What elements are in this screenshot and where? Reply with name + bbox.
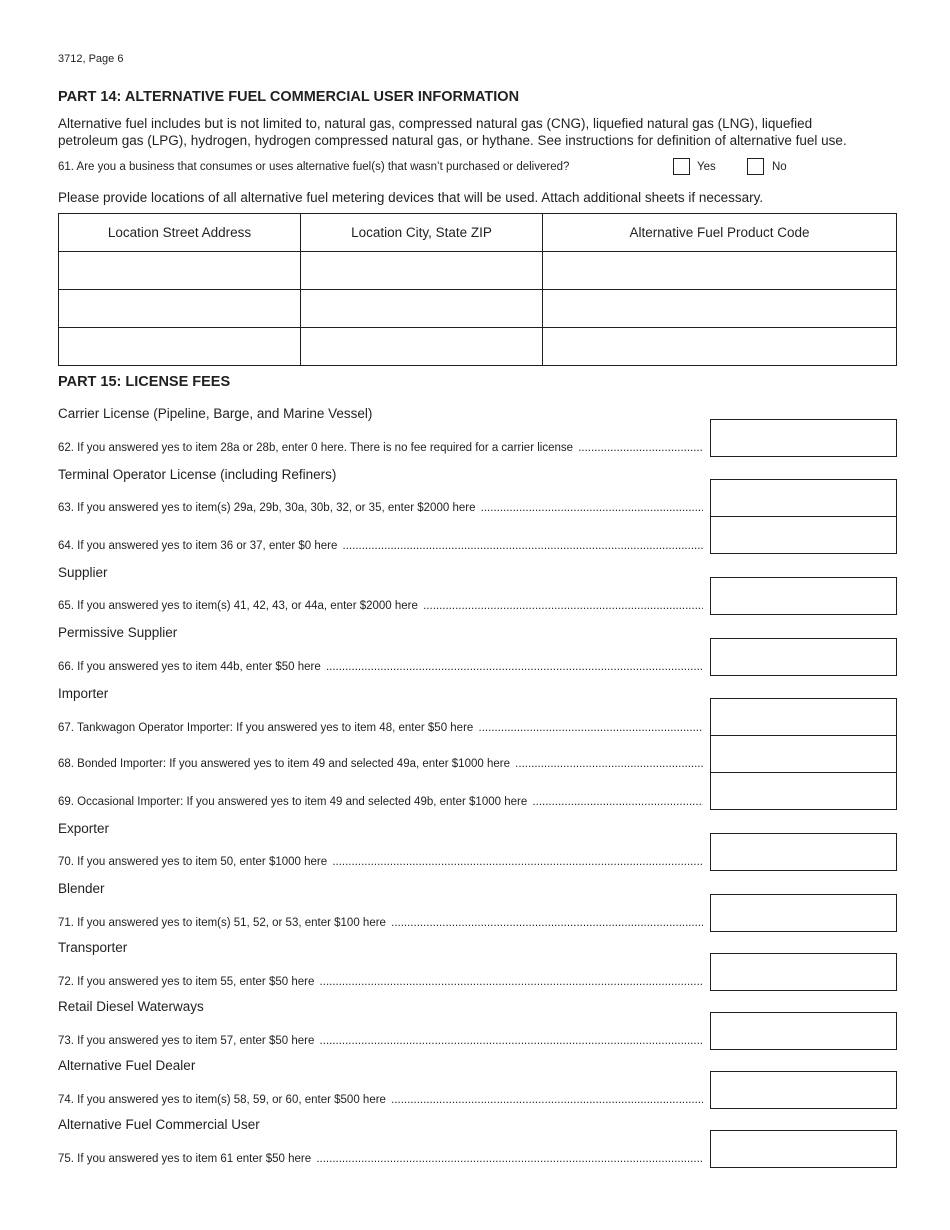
item-70-label: 70. If you answered yes to item 50, enter $1000 here xyxy=(58,856,328,868)
item-70 xyxy=(58,856,703,868)
yes-label: Yes xyxy=(697,161,716,173)
section-alt-fuel-dealer: Alternative Fuel Dealer xyxy=(58,1058,196,1073)
section-alt-fuel-user: Alternative Fuel Commercial User xyxy=(58,1117,260,1132)
section-carrier: Carrier License (Pipeline, Barge, and Marine Vessel) xyxy=(58,406,373,421)
section-transporter: Transporter xyxy=(58,940,128,955)
location-table xyxy=(58,213,897,366)
section-supplier: Supplier xyxy=(58,565,108,580)
item-69-label: 69. Occasional Importer: If you answered yes to item 49 and selected 49b, enter $1000 here xyxy=(58,796,528,808)
city-state-zip-cell[interactable] xyxy=(301,252,543,290)
item-74-label: 74. If you answered yes to item(s) 58, 59, or 60, enter $500 here xyxy=(58,1094,386,1106)
yes-checkbox[interactable] xyxy=(673,158,690,175)
item-62-field[interactable] xyxy=(710,419,897,457)
item-71 xyxy=(58,917,703,929)
no-checkbox[interactable] xyxy=(747,158,764,175)
street-address-cell[interactable] xyxy=(59,328,301,366)
section-exporter: Exporter xyxy=(58,821,110,836)
item-66 xyxy=(58,661,703,673)
product-code-cell[interactable] xyxy=(543,290,897,328)
item-63-field[interactable] xyxy=(710,479,897,517)
product-code-cell[interactable] xyxy=(543,328,897,366)
item-65-field[interactable] xyxy=(710,577,897,615)
question-61: 61. Are you a business that consumes or uses alternative fuel(s) that wasn’t purchased or delivered? xyxy=(58,161,570,173)
street-address-cell[interactable] xyxy=(59,290,301,328)
city-state-zip-cell[interactable] xyxy=(301,328,543,366)
item-62 xyxy=(58,442,703,454)
item-64-field[interactable] xyxy=(710,516,897,554)
item-67-label: 67. Tankwagon Operator Importer: If you answered yes to item 48, enter $50 here xyxy=(58,722,474,734)
item-74 xyxy=(58,1094,703,1106)
section-importer: Importer xyxy=(58,686,109,701)
item-67-field[interactable] xyxy=(710,698,897,736)
item-73-field[interactable] xyxy=(710,1012,897,1050)
header-city-state-zip: Location City, State ZIP xyxy=(301,214,543,252)
header-street-address: Location Street Address xyxy=(59,214,301,252)
item-68-field[interactable] xyxy=(710,735,897,773)
table-row xyxy=(59,252,897,290)
section-terminal: Terminal Operator License (including Refiners) xyxy=(58,467,337,482)
item-75-field[interactable] xyxy=(710,1130,897,1168)
item-74-field[interactable] xyxy=(710,1071,897,1109)
part14-intro-line1: Alternative fuel includes but is not limited to, natural gas, compressed natural gas (CNG), liquefied natural gas (LNG), liquefied xyxy=(58,116,813,131)
item-75 xyxy=(58,1153,703,1165)
part15-title: PART 15: LICENSE FEES xyxy=(58,374,231,390)
product-code-cell[interactable] xyxy=(543,252,897,290)
section-retail-diesel: Retail Diesel Waterways xyxy=(58,999,204,1014)
item-67 xyxy=(58,722,703,734)
item-62-label: 62. If you answered yes to item 28a or 28b, enter 0 here. There is no fee required for a carrier license xyxy=(58,442,574,454)
header-product-code: Alternative Fuel Product Code xyxy=(543,214,897,252)
no-label: No xyxy=(772,161,787,173)
item-72 xyxy=(58,976,703,988)
page-number: 3712, Page 6 xyxy=(58,53,124,65)
item-75-label: 75. If you answered yes to item 61 enter $50 here xyxy=(58,1153,312,1165)
item-64 xyxy=(58,540,703,552)
table-row xyxy=(59,290,897,328)
item-66-label: 66. If you answered yes to item 44b, enter $50 here xyxy=(58,661,321,673)
city-state-zip-cell[interactable] xyxy=(301,290,543,328)
part14-intro-line2: petroleum gas (LPG), hydrogen, hydrogen compressed natural gas, or hythane. See instructions for definition of alternative fuel use. xyxy=(58,133,847,148)
item-65 xyxy=(58,600,703,612)
item-65-label: 65. If you answered yes to item(s) 41, 42, 43, or 44a, enter $2000 here xyxy=(58,600,418,612)
item-64-label: 64. If you answered yes to item 36 or 37, enter $0 here xyxy=(58,540,338,552)
locations-instruction: Please provide locations of all alternative fuel metering devices that will be used. Attach additional sheets if necessary. xyxy=(58,190,764,205)
item-68 xyxy=(58,758,703,770)
table-header-row xyxy=(59,214,897,252)
item-73 xyxy=(58,1035,703,1047)
street-address-cell[interactable] xyxy=(59,252,301,290)
section-blender: Blender xyxy=(58,881,105,896)
item-72-field[interactable] xyxy=(710,953,897,991)
item-63-label: 63. If you answered yes to item(s) 29a, 29b, 30a, 30b, 32, or 35, enter $2000 here xyxy=(58,502,476,514)
item-69 xyxy=(58,796,703,808)
table-row xyxy=(59,328,897,366)
item-71-field[interactable] xyxy=(710,894,897,932)
item-69-field[interactable] xyxy=(710,772,897,810)
item-71-label: 71. If you answered yes to item(s) 51, 52, or 53, enter $100 here xyxy=(58,917,386,929)
section-permissive-supplier: Permissive Supplier xyxy=(58,625,178,640)
item-72-label: 72. If you answered yes to item 55, enter $50 here xyxy=(58,976,315,988)
item-70-field[interactable] xyxy=(710,833,897,871)
item-63 xyxy=(58,502,703,514)
item-73-label: 73. If you answered yes to item 57, enter $50 here xyxy=(58,1035,315,1047)
item-68-label: 68. Bonded Importer: If you answered yes to item 49 and selected 49a, enter $1000 here xyxy=(58,758,510,770)
part14-title: PART 14: ALTERNATIVE FUEL COMMERCIAL USER INFORMATION xyxy=(58,89,520,105)
item-66-field[interactable] xyxy=(710,638,897,676)
